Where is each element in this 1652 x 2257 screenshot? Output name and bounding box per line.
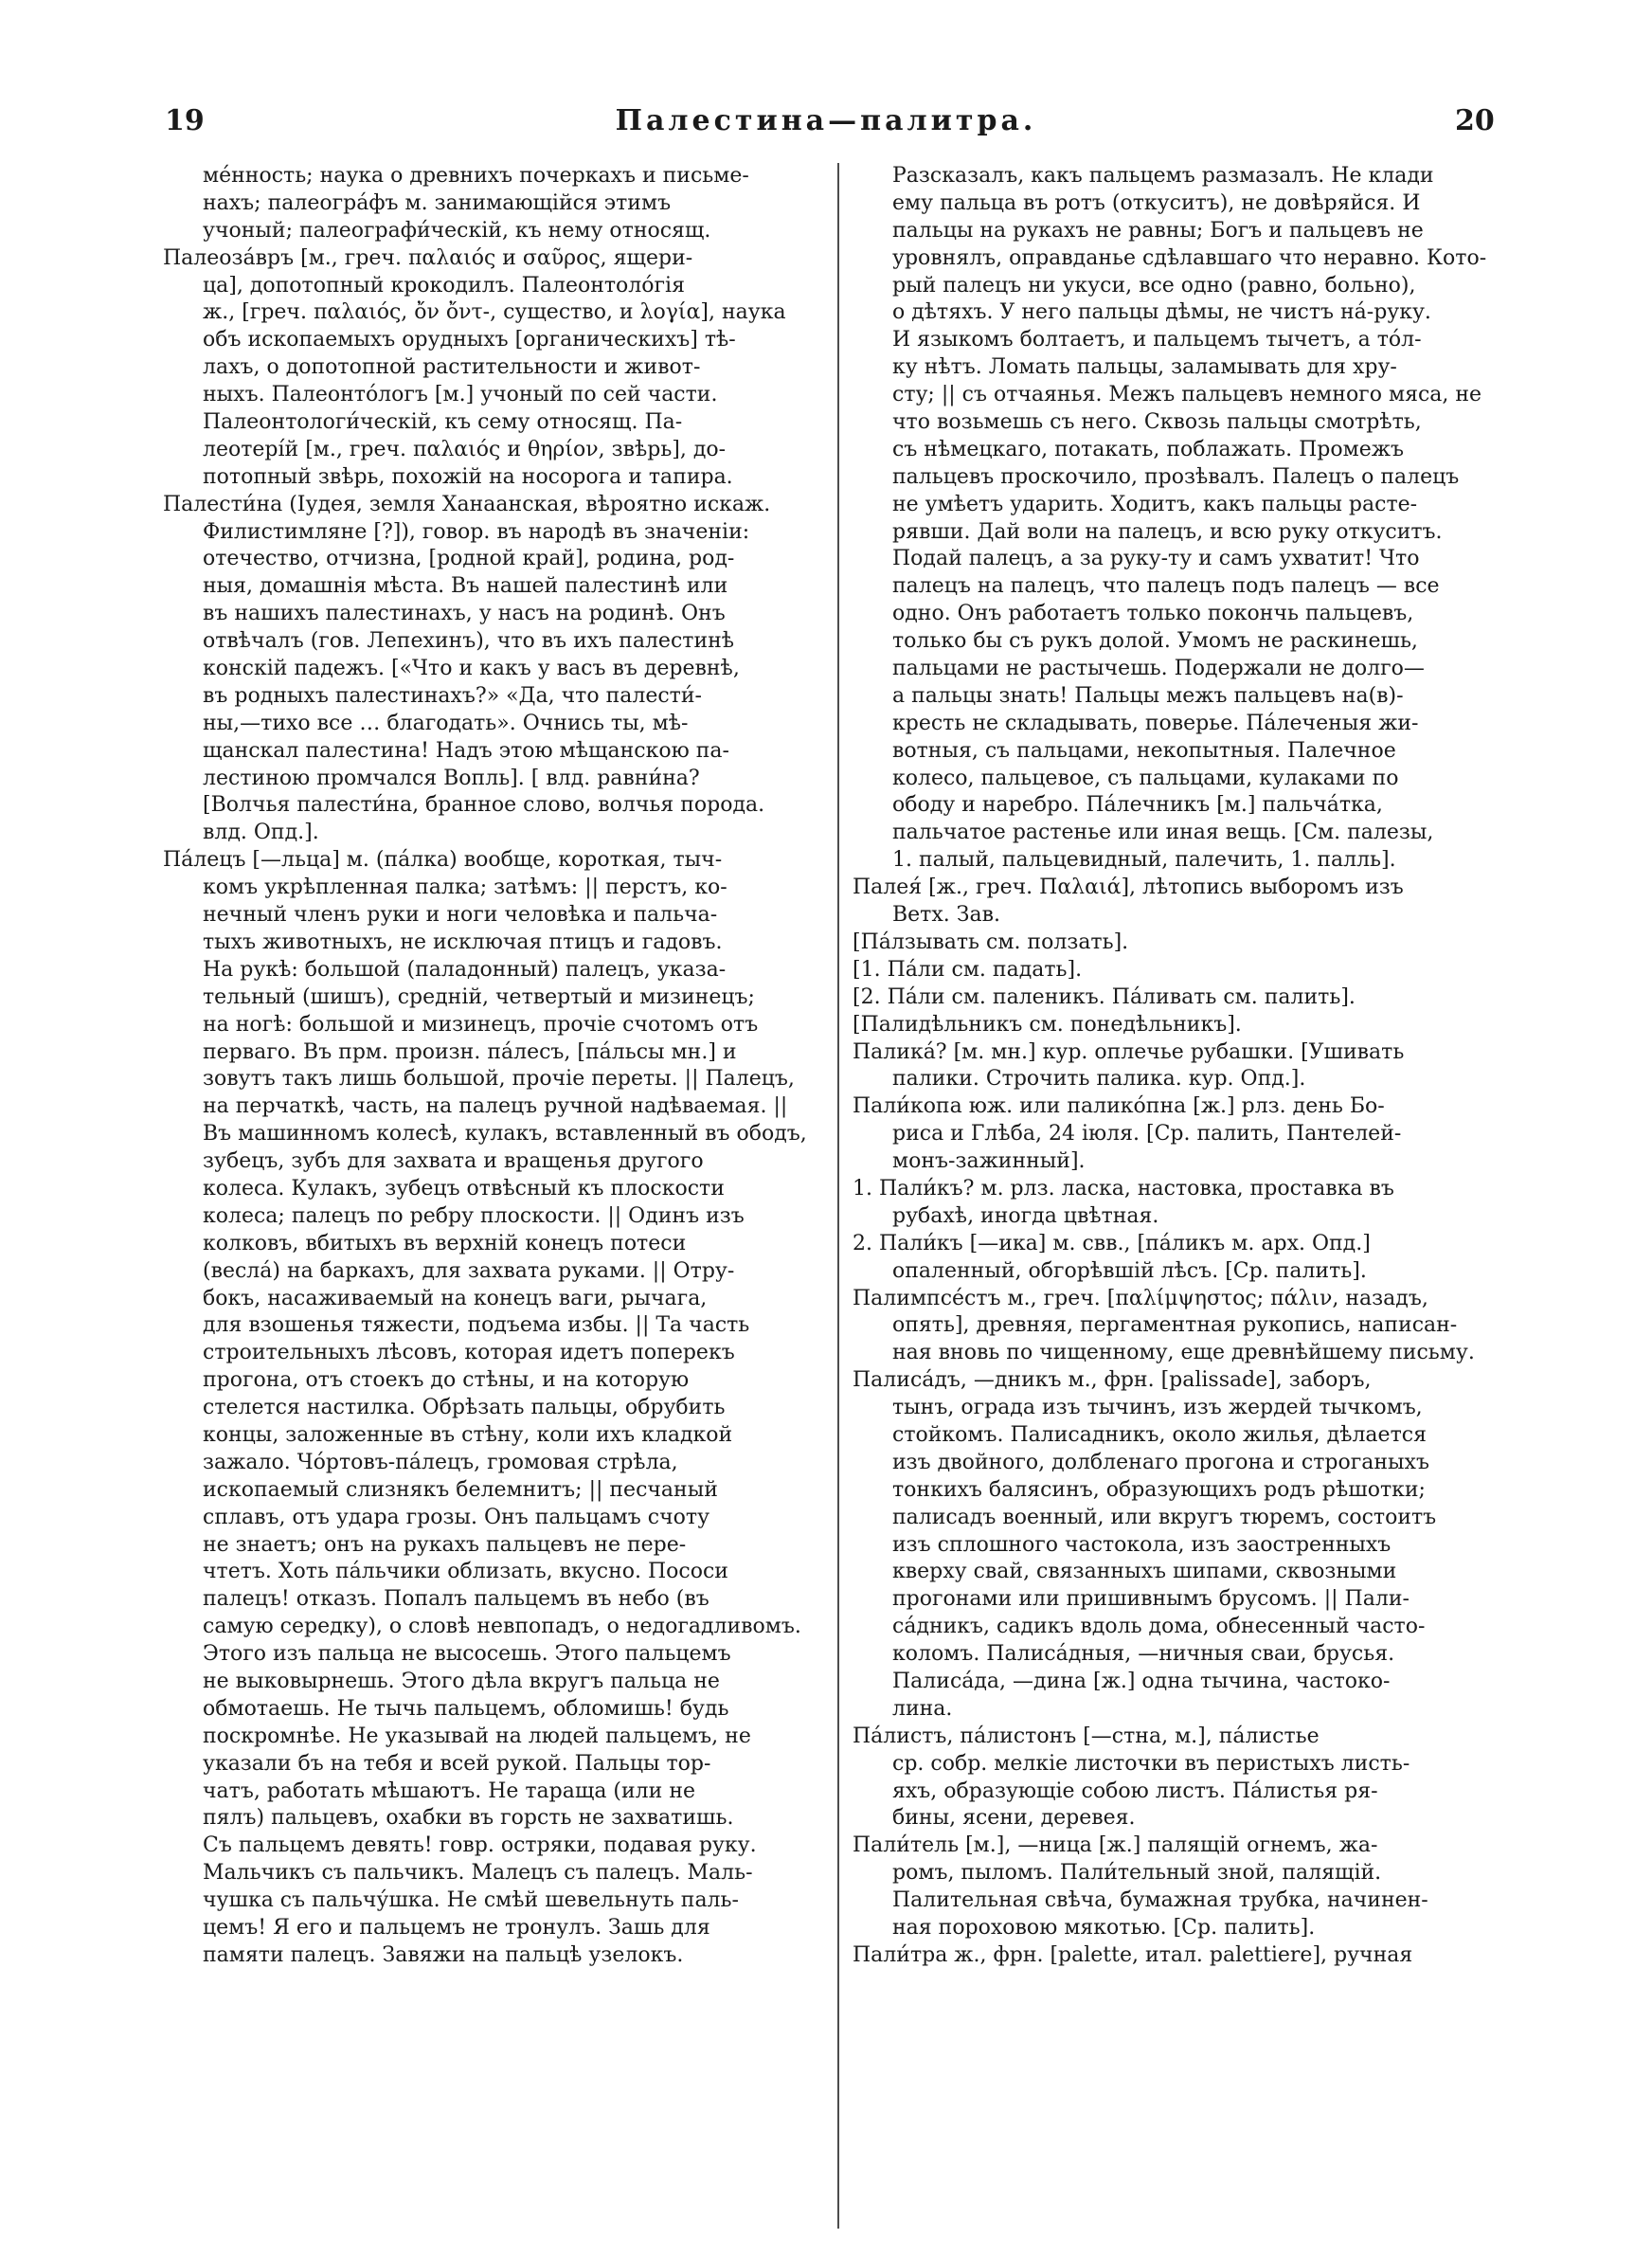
text-line: въ родныхъ палестинахъ?» «Да, что палести́- — [203, 683, 702, 708]
text-line: ная пороховою мякотью. [Ср. палить]. — [892, 1916, 1316, 1940]
text-line: [Волчья палести́на, бранное слово, волчья порода. — [203, 793, 765, 818]
text-line: тынъ, ограда изъ тычинъ, изъ жердей тычкомъ, — [892, 1396, 1423, 1420]
text-line: чтетъ. Хоть па́льчики облизать, вкусно. Пососи — [203, 1560, 728, 1584]
text-line: пялъ) пальцевъ, охабки въ горсть не захватишь. — [203, 1806, 734, 1831]
text-line: ему пальца въ ротъ (откуситъ), не довѣряйся. И — [892, 190, 1421, 215]
text-line: съ нѣмецкаго, потакать, поблажать. Промежъ — [892, 437, 1404, 461]
text-line: тельный (шишъ), средній, четвертый и мизинецъ; — [203, 984, 755, 1009]
text-line: коломъ. Палиса́дныя, —ничныя сваи, брусья. — [892, 1642, 1395, 1667]
text-line: ны,—тихо все … благодать». Очнись ты, мѣ- — [203, 711, 689, 735]
text-line: опаленный, обгорѣвшій лѣсъ. [Ср. палить]. — [892, 1258, 1367, 1283]
text-line: пальчатое растенье или иная вещь. [См. палезы, — [892, 821, 1434, 845]
text-line: зовутъ такъ лишь большой, прочіе переты. || Палецъ, — [203, 1067, 795, 1092]
text-line: ца], допотопный крокодилъ. Палеонтоло́гія — [203, 273, 685, 298]
text-line: ныя, домашнія мѣста. Въ нашей палестинѣ или — [203, 574, 728, 599]
text-line: ж., [греч. παλαιός, ὄν ὄντ-, существо, и λογία], наука — [203, 300, 786, 325]
text-line: ная вновь по чищенному, еще древнѣйшему письму. — [892, 1341, 1475, 1365]
page-number-left: 19 — [165, 104, 205, 137]
entry-headword-line: [2. Па́ли см. паленикъ. Па́ливать см. палить]. — [853, 984, 1356, 1009]
text-line: са́дникъ, садикъ вдоль дома, обнесенный часто- — [892, 1615, 1426, 1639]
text-line: концы, заложенные въ стѣну, коли ихъ кладкой — [203, 1422, 733, 1447]
entry-headword-line: Палимпсе́стъ м., греч. [παλίμψηστος; πάλιν, назадъ, — [853, 1286, 1428, 1310]
text-line: опять], древняя, пергаментная рукопись, написан- — [892, 1313, 1458, 1338]
text-line: Разсказалъ, какъ пальцемъ размазалъ. Не клади — [892, 164, 1434, 188]
entry-headword-line: [Палидѣльникъ см. понедѣльникъ]. — [853, 1012, 1242, 1037]
entry-headword-line: Па́лецъ [—льца] м. (па́лка) вообще, короткая, тыч- — [163, 848, 723, 873]
text-line: палики. Строчить палика. кур. Опд.]. — [892, 1067, 1306, 1092]
text-line: ободу и наребро. Па́лечникъ [м.] пальча́тка, — [892, 793, 1383, 818]
entry-headword-line: [1. Па́ли см. падать]. — [853, 957, 1083, 982]
text-line: зажало. Чо́ртовъ-па́лецъ, громовая стрѣла, — [203, 1450, 678, 1474]
text-line: объ ископаемыхъ орудныхъ [органическихъ] тѣ- — [203, 328, 736, 352]
text-line: изъ сплошного частокола, изъ заостренныхъ — [892, 1532, 1392, 1557]
entry-headword-line: Пали́тра ж., фрн. [palette, итал. palettiere], ручная — [853, 1942, 1413, 1967]
text-line: 1. палый, пальцевидный, палечить, 1. палль]. — [892, 848, 1396, 873]
text-line: рубахѣ, иногда цвѣтная. — [892, 1203, 1159, 1228]
entry-headword-line: 2. Пали́къ [—ика] м. свв., [па́ликъ м. арх. Опд.] — [853, 1231, 1371, 1255]
text-line: ме́нность; наука о древнихъ почеркахъ и письме- — [203, 164, 749, 188]
text-line: не знаетъ; онъ на рукахъ пальцевъ не пере- — [203, 1532, 687, 1557]
entry-headword-line: Па́листъ, па́листонъ [—стна, м.], па́листье — [853, 1724, 1320, 1748]
text-line: отечество, отчизна, [родной край], родина, род- — [203, 547, 735, 571]
text-line: Палеонтологи́ческій, къ сему относящ. Па- — [203, 410, 683, 435]
text-line: стелется настилка. Обрѣзать пальцы, обрубить — [203, 1396, 726, 1420]
text-line: указали бъ на тебя и всей рукой. Пальцы тор- — [203, 1751, 711, 1776]
text-line: тыхъ животныхъ, не исключая птицъ и гадовъ. — [203, 930, 723, 954]
text-line: ромъ, пыломъ. Пали́тельный зной, палящій. — [892, 1861, 1382, 1886]
text-line: чатъ, работать мѣшаютъ. Не тараща (или не — [203, 1779, 695, 1803]
text-line: поскромнѣе. Не указывай на людей пальцемъ, не — [203, 1724, 751, 1748]
text-line: потопный звѣрь, похожій на носорога и тапира. — [203, 464, 733, 489]
text-line: бины, ясени, деревея. — [892, 1806, 1136, 1831]
text-line: памяти палецъ. Завяжи на пальцѣ узелокъ. — [203, 1942, 684, 1967]
text-line: яхъ, образующіе собою листъ. Па́листья ря- — [892, 1779, 1378, 1803]
column-divider — [837, 163, 839, 2229]
text-line: изъ двойного, долбленаго прогона и строганыхъ — [892, 1450, 1429, 1474]
text-line: риса и Глѣба, 24 іюля. [Ср. палить, Пантелей- — [892, 1122, 1402, 1147]
text-line: Въ машинномъ колесѣ, кулакъ, вставленный въ ободъ, — [203, 1122, 807, 1147]
text-line: стойкомъ. Палисадникъ, около жилья, дѣлается — [892, 1422, 1427, 1447]
text-line: сту; || съ отчаянья. Межъ пальцевъ немного мяса, не — [892, 383, 1482, 407]
text-line: не умѣетъ ударить. Ходитъ, какъ пальцы расте- — [892, 492, 1418, 516]
right-column — [853, 163, 1506, 2229]
text-line: щанскал палестина! Надъ этою мѣщанскою па- — [203, 738, 729, 763]
text-line: что возьмешь съ него. Сквозь пальцы смотрѣть, — [892, 410, 1422, 435]
text-line: обмотаешь. Не тычь пальцемъ, обломишь! будь — [203, 1696, 729, 1721]
text-line: зубецъ, зубъ для захвата и вращенья другого — [203, 1149, 704, 1174]
text-line: строительныхъ лѣсовъ, которая идетъ поперекъ — [203, 1341, 735, 1365]
text-line: пальцами не растычешь. Подержали не долго— — [892, 657, 1425, 681]
text-line: палецъ! отказъ. Попалъ пальцемъ въ небо (въ — [203, 1587, 709, 1612]
text-line: колесо, пальцевое, съ пальцами, кулаками по — [892, 766, 1399, 790]
text-line: Мальчикъ съ пальчикъ. Малецъ съ палецъ. Маль- — [203, 1861, 753, 1886]
entry-headword-line: Пали́тель [м.], —ница [ж.] палящій огнемъ, жа- — [853, 1833, 1378, 1858]
text-line: леотері́й [м., греч. παλαιός и θηρίον, звѣрь], до- — [203, 437, 727, 461]
text-line: а пальцы знать! Пальцы межъ пальцевъ на(в)- — [892, 683, 1404, 708]
text-line: комъ укрѣпленная палка; затѣмъ: || перстъ, ко- — [203, 876, 727, 900]
text-line: колеса. Кулакъ, зубецъ отвѣсный къ плоскости — [203, 1176, 725, 1201]
text-line: прогона, отъ стоекъ до стѣны, и на которую — [203, 1368, 690, 1393]
text-line: колковъ, вбитыхъ въ верхній конецъ потеси — [203, 1231, 687, 1255]
text-line: не выковырнешь. Этого дѣла вкругъ пальца не — [203, 1669, 720, 1693]
text-line: Филистимляне [?]), говор. въ народѣ въ значеніи: — [203, 519, 750, 544]
text-line: о дѣтяхъ. У него пальцы дѣмы, не чистъ на́-руку. — [892, 300, 1431, 325]
text-line: ср. собр. мелкіе листочки въ перистыхъ листь- — [892, 1751, 1410, 1776]
entry-headword-line: Палести́на (Іудея, земля Ханаанская, вѣроятно искаж. — [163, 492, 771, 516]
text-line: ныхъ. Палеонто́логъ [м.] учоный по сей части. — [203, 383, 718, 407]
text-line: самую середку), о словѣ невпопадъ, о недогадливомъ. — [203, 1615, 801, 1639]
text-line: И языкомъ болтаетъ, и пальцемъ тычетъ, а то́л- — [892, 328, 1422, 352]
left-column — [163, 163, 826, 2229]
text-line: въ нашихъ палестинахъ, у насъ на родинѣ. Онъ — [203, 602, 726, 626]
running-head: Палестина—палитра. — [615, 104, 1037, 137]
text-line: Съ пальцемъ девять! говр. остряки, подавая руку. — [203, 1833, 757, 1858]
text-line: перваго. Въ прм. произн. па́лесъ, [па́льсы мн.] и — [203, 1039, 737, 1064]
text-line: лина. — [892, 1696, 953, 1721]
text-line: отвѣчалъ (гов. Лепехинъ), что въ ихъ палестинѣ — [203, 629, 735, 654]
text-line: цемъ! Я его и пальцемъ не тронулъ. Зашь для — [203, 1916, 710, 1940]
text-line: чушка съ пальчу́шка. Не смѣй шевельнуть паль- — [203, 1888, 739, 1913]
text-line: палецъ на палецъ, что палецъ подъ палецъ — все — [892, 574, 1440, 599]
text-line: палисадъ военный, или вкругъ тюремъ, состоитъ — [892, 1505, 1437, 1529]
text-line: только бы съ рукъ долой. Умомъ не раскинешь, — [892, 629, 1418, 654]
text-line: кверху свай, связанныхъ шипами, сквозными — [892, 1560, 1397, 1584]
text-line: учоный; палеографи́ческій, къ нему относящ. — [203, 218, 711, 243]
text-line: монъ-зажинный]. — [892, 1149, 1086, 1174]
text-line: бокъ, насаживаемый на конецъ ваги, рычага, — [203, 1286, 708, 1310]
text-line: рый палецъ ни укуси, все одно (равно, больно), — [892, 273, 1416, 298]
page-number-right: 20 — [1455, 104, 1495, 137]
text-line: ку нѣтъ. Ломать пальцы, заламывать для хру- — [892, 355, 1397, 380]
entry-headword-line: 1. Пали́къ? м. рлз. ласка, настовка, проставка въ — [853, 1176, 1394, 1201]
text-line: колеса; палецъ по ребру плоскости. || Одинъ изъ — [203, 1203, 745, 1228]
text-line: Палиса́да, —дина [ж.] одна тычина, частоко- — [892, 1669, 1391, 1693]
text-line: Ветх. Зав. — [892, 903, 1000, 928]
text-line: вотныя, съ пальцами, некопытныя. Палечное — [892, 738, 1396, 763]
text-line: на перчаткѣ, часть, на палецъ ручной надѣваемая. || — [203, 1094, 788, 1119]
entry-headword-line: Палика́? [м. мн.] кур. оплечье рубашки. [Ушивать — [853, 1039, 1405, 1064]
text-line: Палительная свѣча, бумажная трубка, начинен- — [892, 1888, 1428, 1913]
text-line: влд. Опд.]. — [203, 821, 319, 845]
text-line: ископаемый слизнякъ белемнитъ; || песчаный — [203, 1477, 718, 1502]
entry-headword-line: [Па́лзывать см. ползать]. — [853, 930, 1129, 954]
entry-headword-line: Палеоза́връ [м., греч. παλαιός и σαῦρος, ящери- — [163, 245, 693, 270]
text-line: нахъ; палеогра́фъ м. занимающійся этимъ — [203, 190, 672, 215]
text-line: лахъ, о допотопной растительности и живот- — [203, 355, 701, 380]
entry-headword-line: Палиса́дъ, —дникъ м., фрн. [palissade], заборъ, — [853, 1368, 1372, 1393]
entry-headword-line: Пали́копа юж. или палико́пна [ж.] рлз. день Бо- — [853, 1094, 1385, 1119]
text-line: нечный членъ руки и ноги человѣка и пальча- — [203, 903, 718, 928]
text-line: одно. Онъ работаетъ только покончь пальцевъ, — [892, 602, 1414, 626]
text-line: пальцевъ проскочило, прозѣвалъ. Палецъ о палецъ — [892, 464, 1460, 489]
text-line: для взошенья тяжести, подъема избы. || Та часть — [203, 1313, 750, 1338]
text-line: сплавъ, отъ удара грозы. Онъ пальцамъ счоту — [203, 1505, 710, 1529]
text-line: тонкихъ балясинъ, образующихъ родъ рѣшотки; — [892, 1477, 1426, 1502]
text-line: пальцы на рукахъ не равны; Богъ и пальцевъ не — [892, 218, 1424, 243]
text-line: лестиною промчался Вопль]. [ влд. равни́на? — [203, 766, 700, 790]
text-line: На рукѣ: большой (паладонный) палецъ, указа- — [203, 957, 727, 982]
text-line: прогонами или пришивнымъ брусомъ. || Пали- — [892, 1587, 1410, 1612]
text-line: Подай палецъ, а за руку-ту и самъ ухватит! Что — [892, 547, 1420, 571]
text-line: (весла́) на баркахъ, для захвата руками. || Отру- — [203, 1258, 735, 1283]
text-line: конскій падежъ. [«Что и какъ у васъ въ деревнѣ, — [203, 657, 740, 681]
text-line: Этого изъ пальца не высосешь. Этого пальцемъ — [203, 1642, 731, 1667]
text-line: кресть не складывать, поверье. Па́леченыя жи- — [892, 711, 1419, 735]
text-line: рявши. Дай воли на палецъ, и всю руку откуситъ. — [892, 519, 1443, 544]
entry-headword-line: Палея́ [ж., греч. Παλαιά], лѣтопись выборомъ изъ — [853, 876, 1404, 900]
text-line: на ногѣ: большой и мизинецъ, прочіе счотомъ отъ — [203, 1012, 759, 1037]
text-line: уровнялъ, оправданье сдѣлавшаго что неравно. Кото- — [892, 245, 1487, 270]
